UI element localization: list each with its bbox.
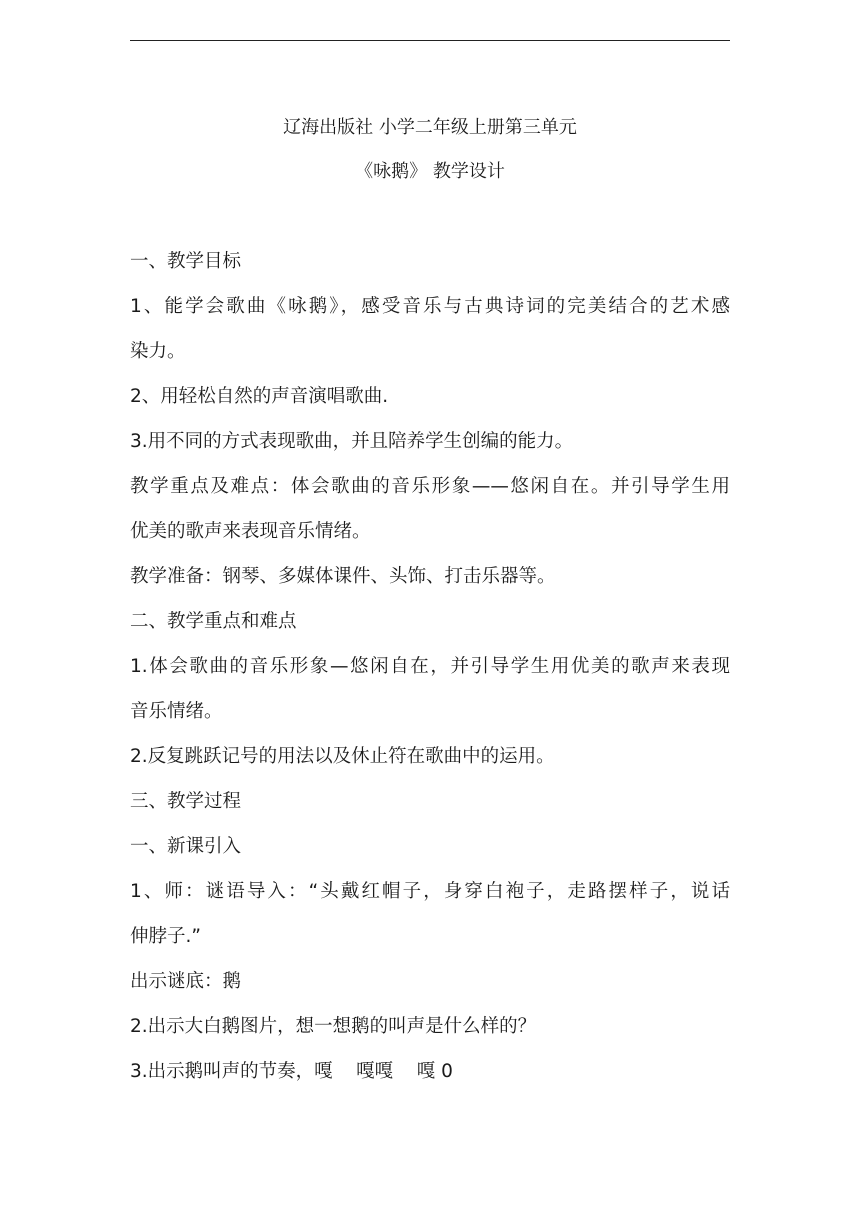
point-2: 2.反复跳跃记号的用法以及休止符在歌曲中的运用。 (130, 746, 555, 767)
subsection-heading-introduction: 一、新课引入 (130, 836, 242, 857)
goal-1-line-1: 1、能学会歌曲《咏鹅》，感受音乐与古典诗词的完美结合的艺术感 (130, 296, 730, 317)
section-heading-key-points: 二、教学重点和难点 (130, 611, 297, 632)
point-1-line-1: 1.体会歌曲的音乐形象—悠闲自在，并引导学生用优美的歌声来表现 (130, 656, 730, 677)
document-title-line1: 辽海出版社 小学二年级上册第三单元 (283, 117, 577, 138)
step-2: 2.出示大白鹅图片，想一想鹅的叫声是什么样的？ (130, 1016, 537, 1037)
point-1-line-2: 音乐情绪。 (130, 701, 223, 722)
header-rule (130, 40, 730, 41)
teaching-preparation: 教学准备：钢琴、多媒体课件、头饰、打击乐器等。 (130, 566, 556, 587)
document-title-line2: 《咏鹅》 教学设计 (355, 161, 505, 182)
step-1-line-2: 伸脖子.” (130, 926, 201, 947)
goal-3: 3.用不同的方式表现歌曲，并且陪养学生创编的能力。 (130, 431, 574, 452)
riddle-answer: 出示谜底：鹅 (130, 971, 242, 992)
goal-2: 2、用轻松自然的声音演唱歌曲. (130, 386, 389, 407)
key-points-line-1: 教学重点及难点：体会歌曲的音乐形象——悠闲自在。并引导学生用 (130, 476, 730, 497)
section-heading-teaching-process: 三、教学过程 (130, 791, 242, 812)
step-3: 3.出示鹅叫声的节奏，嘎 嘎嘎 嘎 0 (130, 1061, 453, 1082)
step-1-line-1: 1、师：谜语导入：“头戴红帽子，身穿白袍子，走路摆样子，说话 (130, 881, 730, 902)
goal-1-line-2: 染力。 (130, 341, 186, 362)
section-heading-teaching-goals: 一、教学目标 (130, 251, 242, 272)
key-points-line-2: 优美的歌声来表现音乐情绪。 (130, 521, 371, 542)
